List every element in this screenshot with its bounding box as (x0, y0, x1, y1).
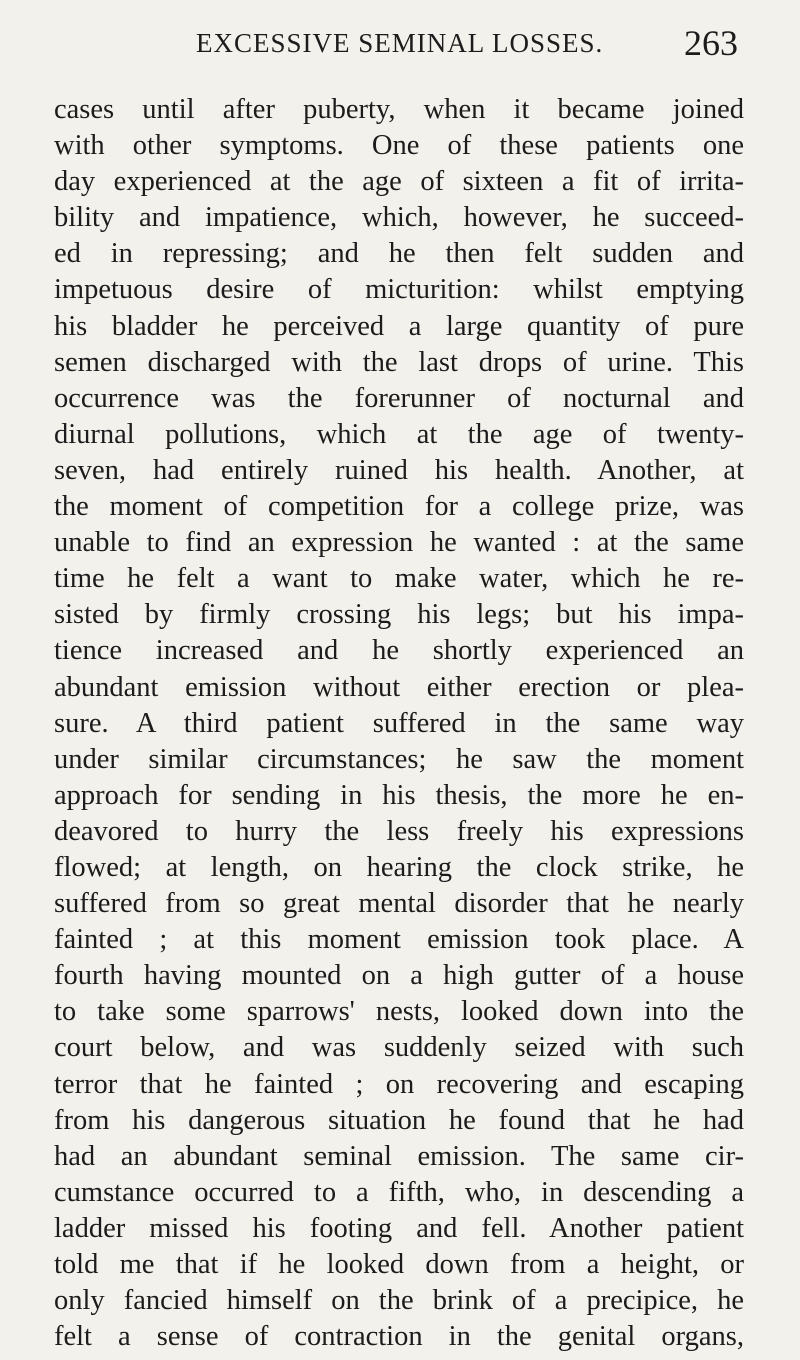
text-line: bility and impatience, which, however, he succeed- (54, 202, 744, 234)
text-line: suffered from so great mental disorder that he nearly (54, 888, 744, 920)
text-line: impetuous desire of micturition: whilst emptying (54, 274, 744, 306)
text-line: had an abundant seminal emission. The same cir- (54, 1140, 744, 1172)
text-line: told me that if he looked down from a height, or (54, 1249, 744, 1280)
text-line: day experienced at the age of sixteen a fit of irrita- (54, 166, 744, 198)
text-line: terror that he fainted ; on recovering and escaping (54, 1068, 744, 1100)
text-line: under similar circumstances; he saw the moment (54, 743, 744, 775)
text-line: to take some sparrows' nests, looked down into the (54, 996, 744, 1028)
text-line: court below, and was suddenly seized with such (54, 1032, 744, 1064)
text-line: cumstance occurred to a fifth, who, in descending a (54, 1176, 744, 1208)
text-line: flowed; at length, on hearing the clock strike, he (54, 851, 744, 883)
text-line: felt a sense of contraction in the genital organs, (54, 1321, 744, 1353)
text-line: semen discharged with the last drops of urine. This (54, 346, 744, 378)
text-line: fourth having mounted on a high gutter of a house (54, 960, 744, 992)
text-line: deavored to hurry the less freely his expressions (54, 815, 744, 847)
text-line: seven, had entirely ruined his health. Another, at (54, 454, 744, 486)
text-line: fainted ; at this moment emission took place. A (54, 924, 744, 956)
text-line: cases until after puberty, when it became joined (54, 94, 744, 125)
text-line: his bladder he perceived a large quantity of pure (54, 310, 744, 342)
page-number: 263 (684, 23, 738, 63)
body-text (54, 92, 744, 1355)
text-line: from his dangerous situation he found that he had (54, 1104, 744, 1136)
text-line: only fancied himself on the brink of a precipice, he (54, 1285, 744, 1317)
text-line: ed in repressing; and he then felt sudden and (54, 238, 744, 270)
text-line: sisted by firmly crossing his legs; but his impa- (54, 599, 744, 631)
text-line: unable to find an expression he wanted : at the same (54, 527, 744, 559)
text-line: diurnal pollutions, which at the age of twenty- (54, 418, 744, 450)
text-line: ladder missed his footing and fell. Another patient (54, 1212, 744, 1244)
text-line: the moment of competition for a college prize, was (54, 491, 744, 523)
text-line: approach for sending in his thesis, the more he en- (54, 779, 744, 811)
text-line: abundant emission without either erection or plea- (54, 671, 744, 703)
text-line: time he felt a want to make water, which he re- (54, 563, 744, 595)
text-line: tience increased and he shortly experienced an (54, 635, 744, 667)
text-line: sure. A third patient suffered in the same way (54, 707, 744, 739)
text-line: occurrence was the forerunner of nocturnal and (54, 382, 744, 414)
text-line: with other symptoms. One of these patients one (54, 130, 744, 162)
running-title: EXCESSIVE SEMINAL LOSSES. (196, 28, 604, 58)
